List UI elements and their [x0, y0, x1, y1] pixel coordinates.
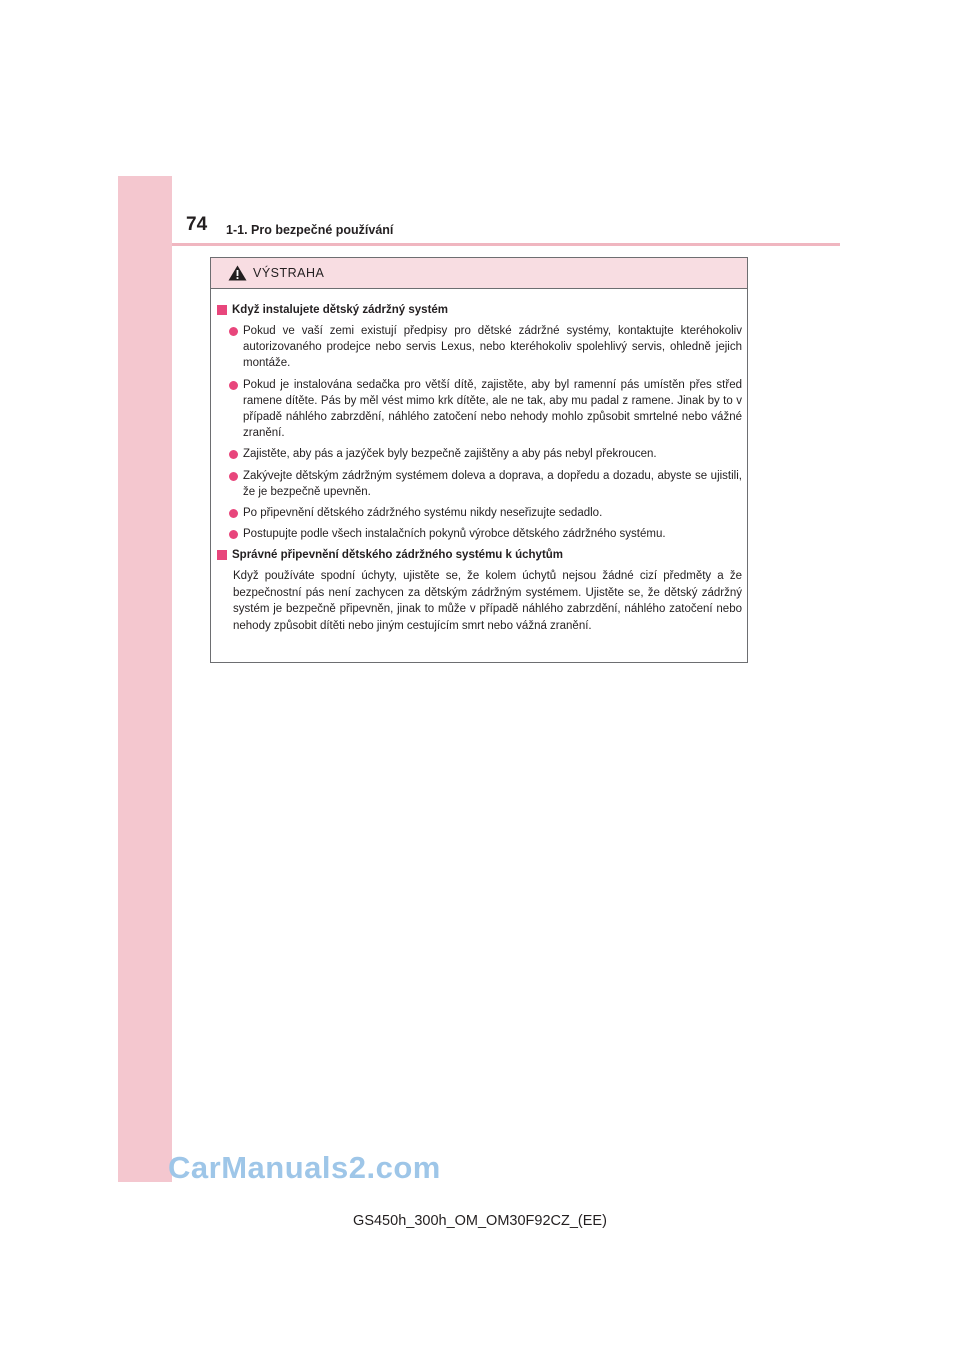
- list-item: [229, 377, 742, 442]
- warning-header: [211, 258, 747, 289]
- square-bullet-icon: [217, 305, 227, 315]
- warning-box: [210, 257, 748, 663]
- header-rule: [172, 243, 840, 246]
- square-bullet-icon: [217, 550, 227, 560]
- bullet-dot-icon: [229, 381, 238, 390]
- list-item: [229, 526, 742, 542]
- bullet-dot-icon: [229, 509, 238, 518]
- list-item: [229, 323, 742, 372]
- list-item-text: Postupujte podle všech instalačních pokynů výrobce dětského zádržného systému.: [243, 528, 666, 541]
- list-item-text: Pokud je instalována sedačka pro větší dítě, zajistěte, aby byl ramenní pás umístěn přes střed ramene dítěte. Pás by měl vést mimo krk dítěte, ale ne tak, aby mu padal z ramene. Jinak by to v případě náhlého zabrzdění, náhlého zatočení nebo nehody mohlo způsobit smrtelné nebo vážné zranění.: [243, 378, 742, 440]
- list-item-text: Zajistěte, aby pás a jazýček byly bezpečně zajištěny a aby pás nebyl překroucen.: [243, 448, 657, 461]
- section-heading-text: Správné připevnění dětského zádržného systému k úchytům: [232, 549, 564, 562]
- section-paragraph: Když používáte spodní úchyty, ujistěte se, že kolem úchytů nejsou žádné cizí předměty a že bezpečnostní pás není zachycen za dětským zádržným systémem. Ujistěte se, že dětský zádržný systém je bezpečně připevněn, jinak to může v případě náhlého zabrzdění, náhlého zatočení nebo nehody způsobit dítěti nebo jiným cestujícím smrt nebo vážná zranění.: [233, 570, 742, 632]
- warning-title: VÝSTRAHA: [253, 266, 325, 280]
- list-item: [229, 468, 742, 500]
- list-item-text: Zakývejte dětským zádržným systémem doleva a doprava, a dopředu a dozadu, abyste se ujistili, že je bezpečně upevněn.: [243, 469, 742, 498]
- bullet-dot-icon: [229, 450, 238, 459]
- warning-triangle-icon: [228, 265, 247, 281]
- side-color-band: [118, 176, 172, 1182]
- bullet-dot-icon: [229, 327, 238, 336]
- footer-document-code: GS450h_300h_OM_OM30F92CZ_(EE): [353, 1213, 607, 1229]
- bullet-dot-icon: [229, 530, 238, 539]
- list-item-text: Pokud ve vaší zemi existují předpisy pro dětské zádržné systémy, kontaktujte kteréhokoliv autorizovaného prodejce nebo servis Lexus, nebo kteréhokoliv spolehlivý servis, ohledně jejich montáže.: [243, 325, 742, 370]
- list-item-text: Po připevnění dětského zádržného systému nikdy neseřizujte sedadlo.: [243, 507, 603, 520]
- section-title: 1-1. Pro bezpečné používání: [226, 223, 394, 237]
- list-item: [229, 446, 742, 462]
- page-number: 74: [186, 214, 208, 235]
- bullet-dot-icon: [229, 472, 238, 481]
- warning-body: [211, 289, 747, 634]
- watermark-logo: CarManuals2.com: [168, 1150, 441, 1185]
- section-heading-text: Když instalujete dětský zádržný systém: [232, 304, 449, 316]
- section-heading: [217, 547, 742, 563]
- section-heading: [217, 302, 742, 318]
- list-item: [229, 505, 742, 521]
